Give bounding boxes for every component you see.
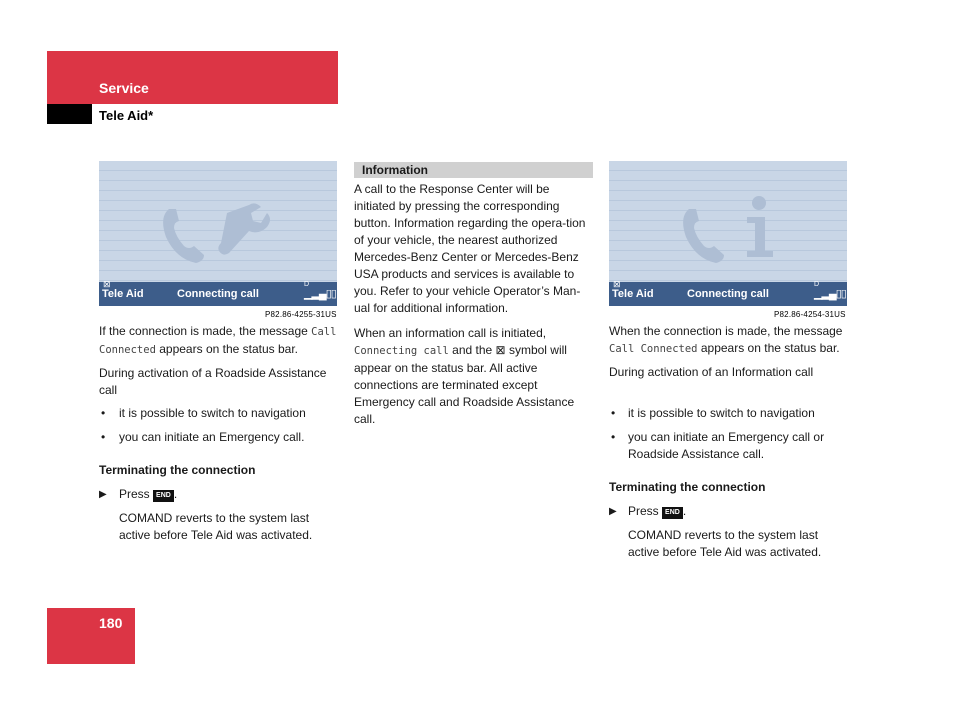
figure-caption: P82.86-4254-31US (774, 310, 846, 319)
status-connecting-label: Connecting call (177, 288, 259, 300)
status-bar (609, 279, 847, 306)
section-title: Service (99, 80, 149, 96)
antenna-icon: ⊠ (613, 279, 621, 289)
tele-aid-roadside-display (99, 161, 337, 306)
phone-wrench-illustration (99, 161, 337, 282)
information-activation-paragraph: During activation of an Information call (609, 365, 814, 379)
connection-paragraph: When the connection is made, the message Call Connected appears on the status bar. (609, 324, 843, 355)
signal-strength-icon: ▁▂▄▯▯ (304, 288, 336, 300)
right-text (609, 323, 847, 381)
phone-info-illustration (609, 161, 847, 282)
phone-icon (163, 209, 204, 263)
antenna-icon: ⊠ (103, 279, 111, 289)
left-terminating-heading: Terminating the connection (99, 463, 256, 477)
info-icon (747, 217, 773, 257)
call-connected-message: Call Connected (99, 326, 337, 356)
status-bar (99, 279, 337, 306)
signal-strength-icon: ▁▂▄▯▯ (814, 288, 846, 300)
tele-aid-information-display (609, 161, 847, 306)
info-dot (752, 196, 766, 210)
wrench-icon (218, 203, 270, 254)
roadside-activation-paragraph: During activation of a Roadside Assistance call (99, 366, 327, 397)
left-reverts-text: COMAND reverts to the system last active before Tele Aid was activated. (119, 511, 313, 542)
left-text (99, 323, 339, 399)
connecting-call-message: Connecting call (354, 345, 449, 357)
right-terminating-heading: Terminating the connection (609, 480, 766, 494)
connection-paragraph: If the connection is made, the message Call Connected appears on the status bar. (99, 324, 337, 356)
header-tab-marker (47, 104, 92, 124)
d-mark: D (814, 281, 820, 288)
end-key-icon: END (153, 490, 174, 502)
information-call-paragraph: When an information call is initiated, Connecting call and the ⊠ symbol will appear on the status bar. All active connections are terminated except Emergency call and Roadside Assistance call. (354, 326, 575, 426)
antenna-symbol-icon: ⊠ (495, 343, 506, 357)
phone-icon (683, 209, 724, 263)
call-connected-message: Call Connected (609, 343, 698, 355)
response-center-paragraph: A call to the Response Center will be initiated by pressing the corresponding button. Information regarding the opera-tion of your vehicle, the nearest authorized Mercedes-Benz Center or Mercedes-Benz USA products and services is available to you. Refer to your vehicle Operator’s Man-ual for additional information. (354, 182, 586, 315)
arrow-icon: ▶ (99, 489, 107, 500)
end-key-icon: END (662, 507, 683, 519)
status-app-label: Tele Aid (102, 288, 144, 300)
header-band (47, 51, 338, 104)
information-heading-bar (354, 162, 593, 178)
status-connecting-label: Connecting call (687, 288, 769, 300)
d-mark: D (304, 281, 310, 288)
page-number: 180 (99, 615, 123, 631)
right-reverts-text: COMAND reverts to the system last active before Tele Aid was activated. (628, 528, 822, 559)
status-app-label: Tele Aid (612, 288, 654, 300)
arrow-icon: ▶ (609, 506, 617, 517)
subsection-title: Tele Aid* (99, 108, 154, 123)
figure-caption: P82.86-4255-31US (265, 310, 337, 319)
information-heading: Information (362, 163, 428, 177)
middle-text (354, 181, 594, 428)
